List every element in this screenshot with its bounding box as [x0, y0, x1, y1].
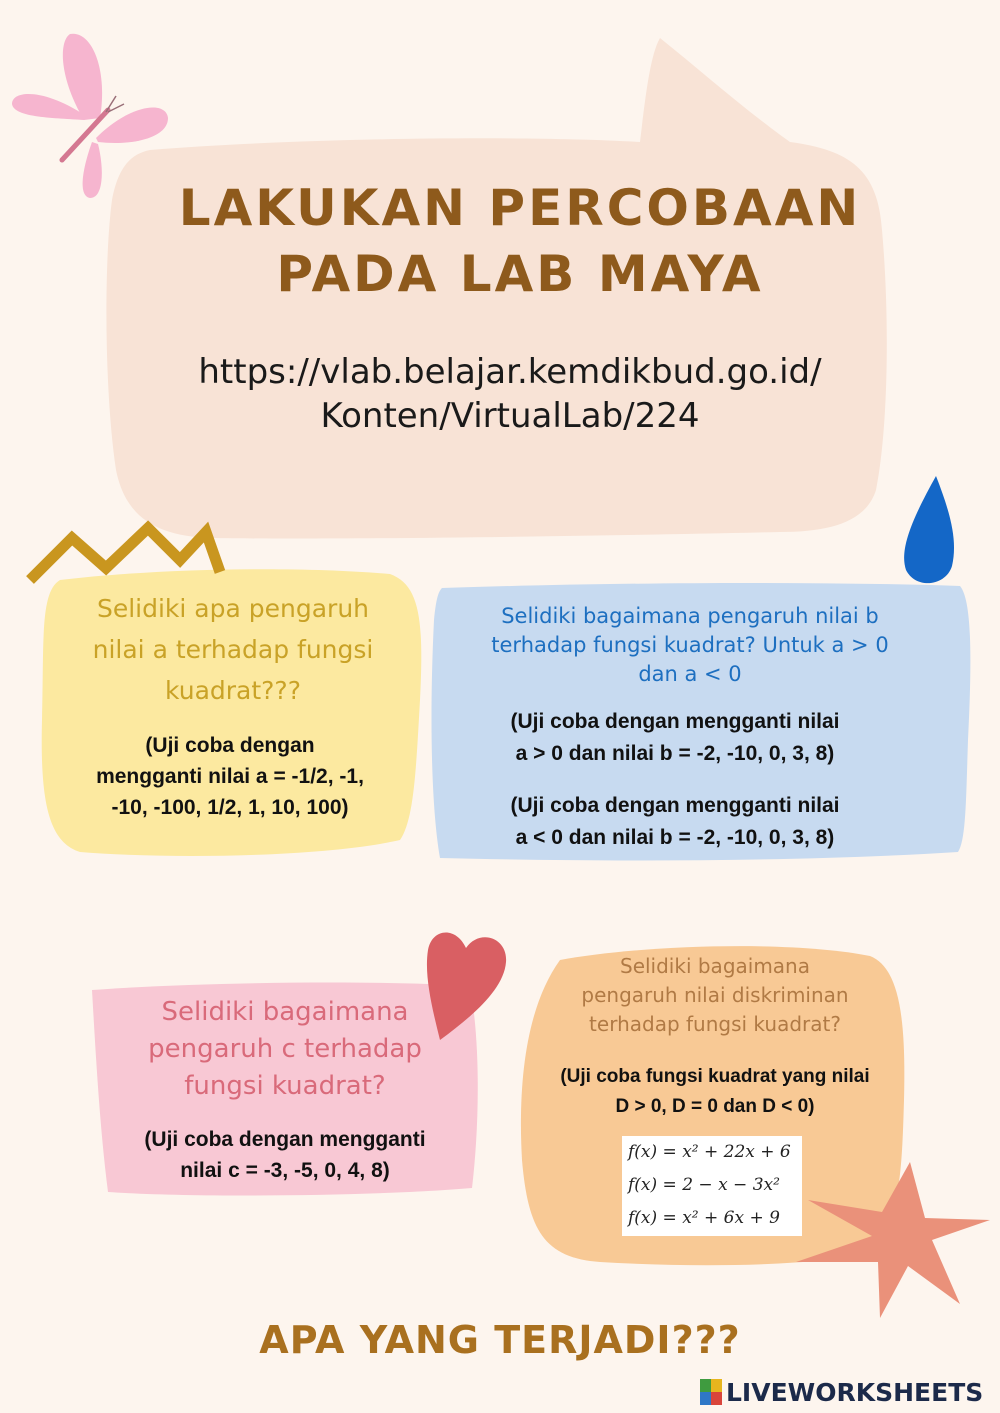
lab-url[interactable] — [140, 350, 880, 438]
water-drop-icon — [904, 476, 954, 583]
card-c-instruction-line: nilai c = -3, -5, 0, 4, 8) — [180, 1159, 390, 1182]
card-c-question — [100, 994, 470, 1105]
url-line-1: https://vlab.belajar.kemdikbud.go.id/ — [198, 352, 822, 392]
formula-line: f(x) = 2 − x − 3x² — [628, 1175, 780, 1195]
card-b-instruction-line: (Uji coba dengan mengganti nilai — [510, 710, 840, 733]
card-c-question-line: pengaruh c terhadap — [148, 1034, 422, 1064]
page-title — [130, 175, 910, 307]
card-c-question-line: fungsi kuadrat? — [184, 1071, 386, 1101]
card-a-instruction-line: mengganti nilai a = -1/2, -1, — [96, 765, 364, 788]
title-line-2: PADA LAB MAYA — [276, 245, 764, 303]
card-c-question-line: Selidiki bagaimana — [161, 997, 409, 1027]
card-d-instruction-line: D > 0, D = 0 dan D < 0) — [615, 1096, 815, 1117]
card-c-instruction — [100, 1124, 470, 1186]
liveworksheets-brand[interactable] — [700, 1375, 983, 1409]
card-a-question — [48, 588, 418, 711]
brand-name: LIVEWORKSHEETS — [726, 1377, 984, 1407]
card-d-instruction-line: (Uji coba fungsi kuadrat yang nilai — [560, 1066, 870, 1087]
footer-question: APA YANG TERJADI??? — [259, 1318, 741, 1362]
card-d-instruction — [520, 1062, 910, 1122]
card-a-instruction-line: -10, -100, 1/2, 1, 10, 100) — [111, 796, 349, 819]
card-b-question-line: terhadap fungsi kuadrat? Untuk a > 0 — [491, 633, 889, 657]
formula-box — [622, 1136, 802, 1236]
formula-line: f(x) = x² + 22x + 6 — [628, 1142, 791, 1162]
card-d-question — [530, 952, 900, 1039]
title-line-1: LAKUKAN PERCOBAAN — [178, 179, 862, 237]
card-a-instruction — [50, 730, 410, 823]
card-a-instruction-line: (Uji coba dengan — [145, 734, 315, 757]
url-line-2: Konten/VirtualLab/224 — [320, 396, 700, 436]
card-b-instruction-1 — [450, 706, 900, 770]
card-b-instruction-line: (Uji coba dengan mengganti nilai — [510, 794, 840, 817]
card-c-instruction-line: (Uji coba dengan mengganti — [144, 1128, 426, 1151]
card-b-instruction-line: a < 0 dan nilai b = -2, -10, 0, 3, 8) — [515, 826, 835, 849]
card-a-question-line: Selidiki apa pengaruh — [96, 594, 370, 623]
liveworksheets-logo-icon — [700, 1379, 722, 1405]
formula-line: f(x) = x² + 6x + 9 — [628, 1208, 780, 1228]
card-a-question-line: kuadrat??? — [165, 676, 301, 705]
card-b-instruction-line: a > 0 dan nilai b = -2, -10, 0, 3, 8) — [515, 742, 835, 765]
card-a-question-line: nilai a terhadap fungsi — [92, 635, 374, 664]
card-b-question — [440, 602, 940, 689]
card-d-question-line: pengaruh nilai diskriminan — [581, 983, 849, 1007]
card-b-question-line: Selidiki bagaimana pengaruh nilai b — [501, 604, 879, 628]
card-b-instruction-2 — [450, 790, 900, 854]
card-d-question-line: Selidiki bagaimana — [620, 954, 810, 978]
card-d-question-line: terhadap fungsi kuadrat? — [589, 1012, 841, 1036]
card-b-question-line: dan a < 0 — [638, 662, 742, 686]
